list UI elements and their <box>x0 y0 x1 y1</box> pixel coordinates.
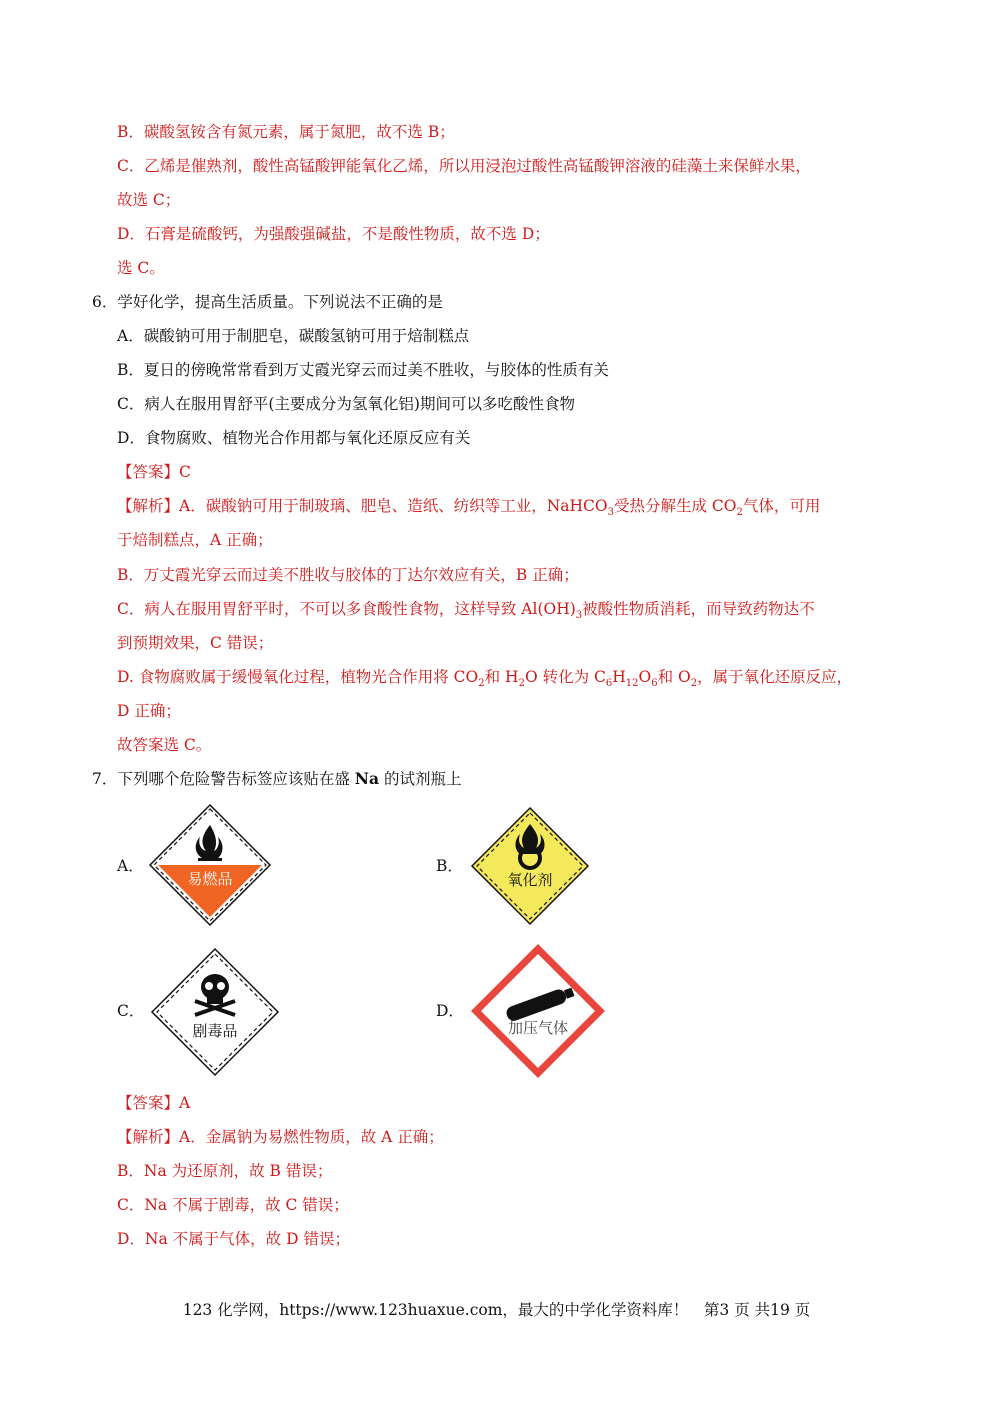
q7-option-d-letter: D． <box>436 1002 464 1020</box>
subscript: 3 <box>575 610 583 622</box>
q7-analysis-a-text: A．金属钠为易燃性物质，故 A 正确； <box>179 1128 444 1146</box>
subscript: 2 <box>518 678 525 690</box>
q7-answer-value: A <box>179 1094 191 1112</box>
q7-analysis-b: B．Na 为还原剂，故 B 错误； <box>117 1162 333 1180</box>
q7-answer <box>117 1093 190 1113</box>
q6-analysis-d-text6: 和 O <box>657 668 691 686</box>
q6-option-d: D．食物腐败、植物光合作用都与氧化还原反应有关 <box>117 429 471 447</box>
q6-option-a: A．碳酸钠可用于制肥皂，碳酸氢钠可用于焙制糕点 <box>117 327 470 345</box>
oxidizer-sign-icon <box>470 806 590 926</box>
q6-analysis-c-text: C．病人在服用胃舒平时，不可以多食酸性食物，这样导致 Al(OH) <box>117 600 576 618</box>
toxic-sign-icon <box>150 947 280 1077</box>
page-footer: 123 化学网，https://www.123huaxue.com，最大的中学化学资料库！ 第3 页 共19 页 <box>182 1301 811 1319</box>
subscript: 2 <box>478 678 485 690</box>
q5-analysis-b: B．碳酸氢铵含有氮元素，属于氮肥，故不选 B； <box>117 123 455 141</box>
subscript: 6 <box>605 678 613 690</box>
subscript: 12 <box>625 678 639 690</box>
q7-stem <box>92 769 461 789</box>
q5-analysis-d: D．石膏是硫酸钙，为强酸强碱盐，不是酸性物质，故不选 D； <box>117 225 550 243</box>
q6-analysis-b: B．万丈霞光穿云而过美不胜收与胶体的丁达尔效应有关，B 正确； <box>117 566 579 584</box>
subscript: 2 <box>736 507 743 519</box>
q6-analysis-d-text5: O <box>638 668 652 686</box>
q6-answer-value: C <box>179 463 191 481</box>
q7-stem-text2: 的试剂瓶上 <box>379 770 462 788</box>
q6-analysis-a-line2: 于焙制糕点，A 正确； <box>117 531 273 549</box>
q6-analysis-c-text2: 被酸性物质消耗，而导致药物达不 <box>582 600 815 618</box>
q6-answer <box>117 462 191 482</box>
q6-analysis-d-text2: 和 H <box>484 668 519 686</box>
q7-analysis-label: 【解析】 <box>117 1128 180 1146</box>
q7-stem-text: 7．下列哪个危险警告标签应该贴在盛 <box>92 770 355 788</box>
q5-analysis-c-line1: C．乙烯是催熟剂，酸性高锰酸钾能氧化乙烯，所以用浸泡过酸性高锰酸钾溶液的硅藻土来保鲜水果， <box>117 157 811 175</box>
subscript: 6 <box>651 678 658 690</box>
q6-analysis-d-text3: O 转化为 C <box>524 668 606 686</box>
subscript: 2 <box>690 678 698 690</box>
q6-analysis-d-text4: H <box>612 668 626 686</box>
compressed-gas-sign-icon <box>467 940 609 1082</box>
q7-option-c-label: 剧毒品 <box>192 1022 238 1040</box>
q6-analysis-d-line1 <box>117 667 853 690</box>
q6-option-c: C．病人在服用胃舒平(主要成分为氢氧化铝)期间可以多吃酸性食物 <box>117 395 575 413</box>
q6-analysis-a-line1 <box>117 496 821 519</box>
q6-analysis-c-line2: 到预期效果，C 错误； <box>117 634 274 652</box>
q7-stem-na: Na <box>354 769 380 788</box>
q6-conclusion: 故答案选 C。 <box>117 736 212 754</box>
q6-analysis-a-text3: 气体，可用 <box>742 497 821 515</box>
q7-analysis-a <box>117 1127 444 1147</box>
subscript: 3 <box>607 507 614 519</box>
q6-analysis-d-line2: D 正确； <box>117 702 181 720</box>
q6-analysis-d-text7: ，属于氧化还原反应， <box>697 668 853 686</box>
q7-option-a-label: 易燃品 <box>187 870 233 888</box>
q7-option-c-letter: C． <box>117 1002 145 1020</box>
q7-analysis-c: C．Na 不属于剧毒，故 C 错误； <box>117 1196 349 1214</box>
q6-answer-label: 【答案】 <box>117 463 180 481</box>
q6-analysis-a-text2: 受热分解生成 CO <box>613 497 737 515</box>
flammable-sign-icon <box>148 803 272 927</box>
q7-option-a-letter: A． <box>117 857 144 875</box>
q7-analysis-d: D．Na 不属于气体，故 D 错误； <box>117 1230 350 1248</box>
q5-conclusion: 选 C。 <box>117 259 165 277</box>
q7-answer-label: 【答案】 <box>117 1094 180 1112</box>
q7-option-b-label: 氧化剂 <box>507 871 553 889</box>
q6-analysis-c-line1 <box>117 599 815 622</box>
q6-stem: 6．学好化学，提高生活质量。下列说法不正确的是 <box>92 293 443 311</box>
q6-analysis-label: 【解析】 <box>117 497 180 515</box>
q7-option-d-label: 加压气体 <box>507 1019 569 1037</box>
q6-analysis-a-text: A．碳酸钠可用于制玻璃、肥皂、造纸、纺织等工业，NaHCO <box>179 497 608 515</box>
q6-option-b: B．夏日的傍晚常常看到万丈霞光穿云而过美不胜收，与胶体的性质有关 <box>117 361 609 379</box>
q7-option-b-letter: B． <box>436 857 463 875</box>
q6-analysis-d-text: D. 食物腐败属于缓慢氧化过程，植物光合作用将 CO <box>117 668 479 686</box>
q5-analysis-c-line2: 故选 C； <box>117 191 181 209</box>
